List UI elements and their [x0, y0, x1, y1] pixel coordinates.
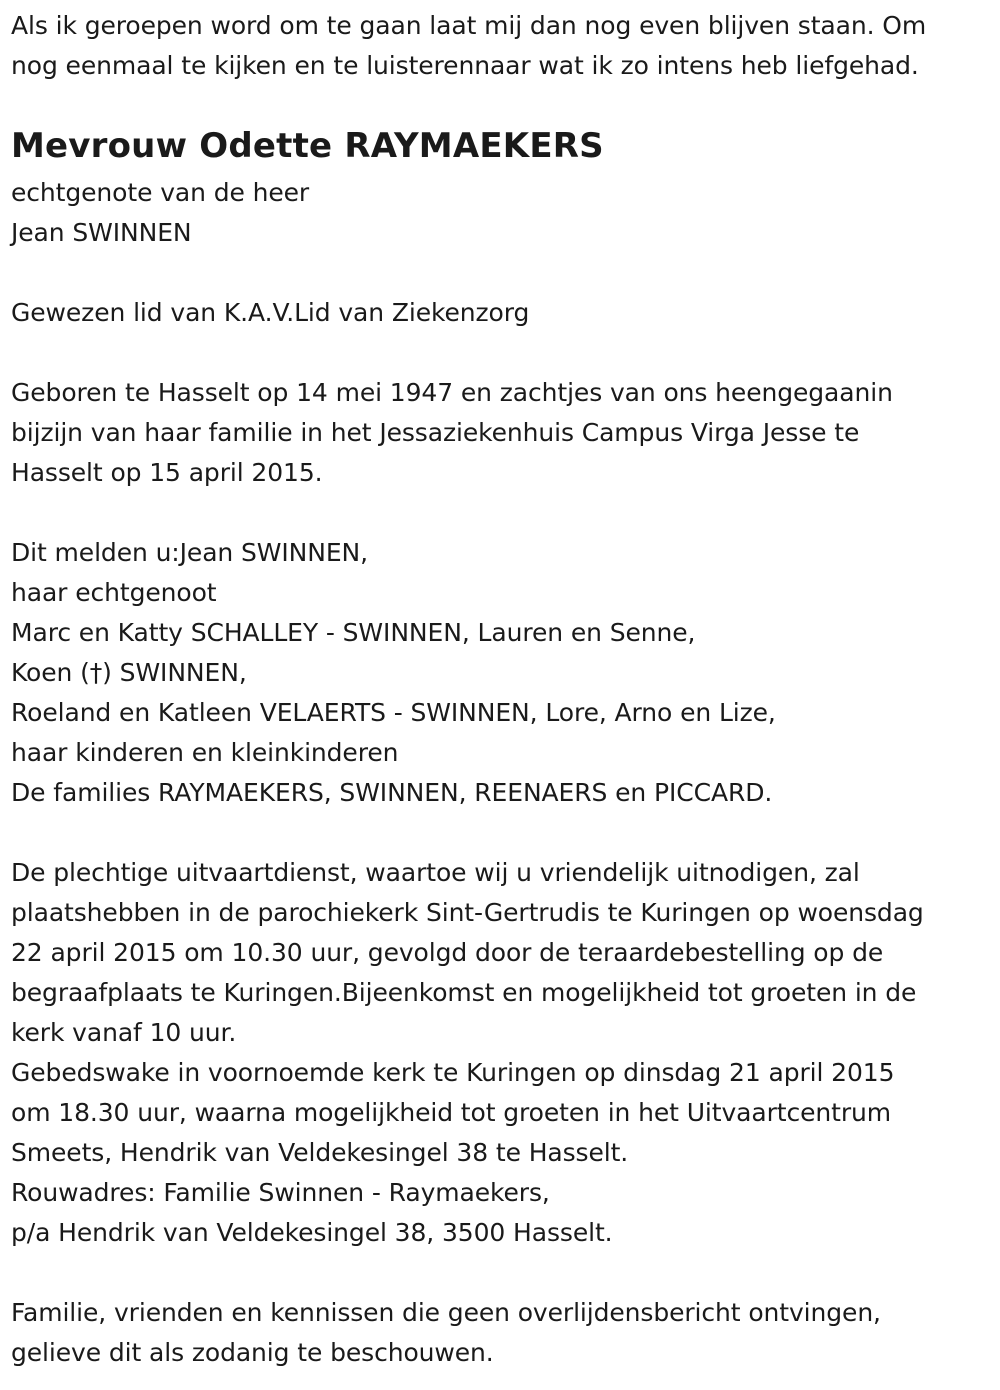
spouse-line: echtgenote van de heer [11, 178, 310, 207]
announcers-block [11, 533, 996, 813]
membership-line: Gewezen lid van K.A.V.Lid van Ziekenzorg [11, 298, 530, 327]
ceremony-line: 22 april 2015 om 10.30 uur, gevolgd door de teraardebestelling op de [11, 938, 884, 967]
spacer [11, 1253, 996, 1293]
spacer [11, 333, 996, 373]
closing-line: Familie, vrienden en kennissen die geen overlijdensbericht ontvingen, [11, 1298, 881, 1327]
obituary-document [11, 0, 996, 1373]
ceremony-line: om 18.30 uur, waarna mogelijkheid tot groeten in het Uitvaartcentrum [11, 1098, 892, 1127]
announcer-line: haar kinderen en kleinkinderen [11, 738, 399, 767]
deceased-name: Mevrouw Odette RAYMAEKERS [11, 126, 604, 166]
ceremony-line: Gebedswake in voornoemde kerk te Kuringen op dinsdag 21 april 2015 [11, 1058, 895, 1087]
announcer-line: Marc en Katty SCHALLEY - SWINNEN, Lauren en Senne, [11, 618, 696, 647]
ceremony-block [11, 853, 996, 1253]
ceremony-line: De plechtige uitvaartdienst, waartoe wij u vriendelijk uitnodigen, zal [11, 858, 860, 887]
announcer-line: Roeland en Katleen VELAERTS - SWINNEN, Lore, Arno en Lize, [11, 698, 776, 727]
membership-block [11, 293, 996, 333]
poem-line: Als ik geroepen word om te gaan laat mij dan nog even blijven staan. Om [11, 11, 927, 40]
ceremony-line: p/a Hendrik van Veldekesingel 38, 3500 Hasselt. [11, 1218, 613, 1247]
ceremony-line: Smeets, Hendrik van Veldekesingel 38 te Hasselt. [11, 1138, 629, 1167]
announcer-line: Koen (†) SWINNEN, [11, 658, 247, 687]
closing-line: gelieve dit als zodanig te beschouwen. [11, 1338, 494, 1367]
birth-death-line: bijzijn van haar familie in het Jessaziekenhuis Campus Virga Jesse te [11, 418, 860, 447]
ceremony-line: plaatshebben in de parochiekerk Sint-Gertrudis te Kuringen op woensdag [11, 898, 924, 927]
birth-death-line: Geboren te Hasselt op 14 mei 1947 en zachtjes van ons heengegaanin [11, 378, 893, 407]
ceremony-line: kerk vanaf 10 uur. [11, 1018, 237, 1047]
birth-death-line: Hasselt op 15 april 2015. [11, 458, 323, 487]
birth-death-block [11, 373, 996, 493]
spacer [11, 253, 996, 293]
spouse-line: Jean SWINNEN [11, 218, 192, 247]
announcer-line: haar echtgenoot [11, 578, 217, 607]
poem-line: nog eenmaal te kijken en te luisterennaar wat ik zo intens heb liefgehad. [11, 51, 919, 80]
announcer-line: Dit melden u:Jean SWINNEN, [11, 538, 369, 567]
announcer-line: De families RAYMAEKERS, SWINNEN, REENAERS en PICCARD. [11, 778, 773, 807]
ceremony-line: Rouwadres: Familie Swinnen - Raymaekers, [11, 1178, 550, 1207]
spacer [11, 493, 996, 533]
poem-block [11, 6, 996, 86]
ceremony-line: begraafplaats te Kuringen.Bijeenkomst en mogelijkheid tot groeten in de [11, 978, 917, 1007]
spouse-block [11, 173, 996, 253]
spacer [11, 813, 996, 853]
closing-block [11, 1293, 996, 1373]
